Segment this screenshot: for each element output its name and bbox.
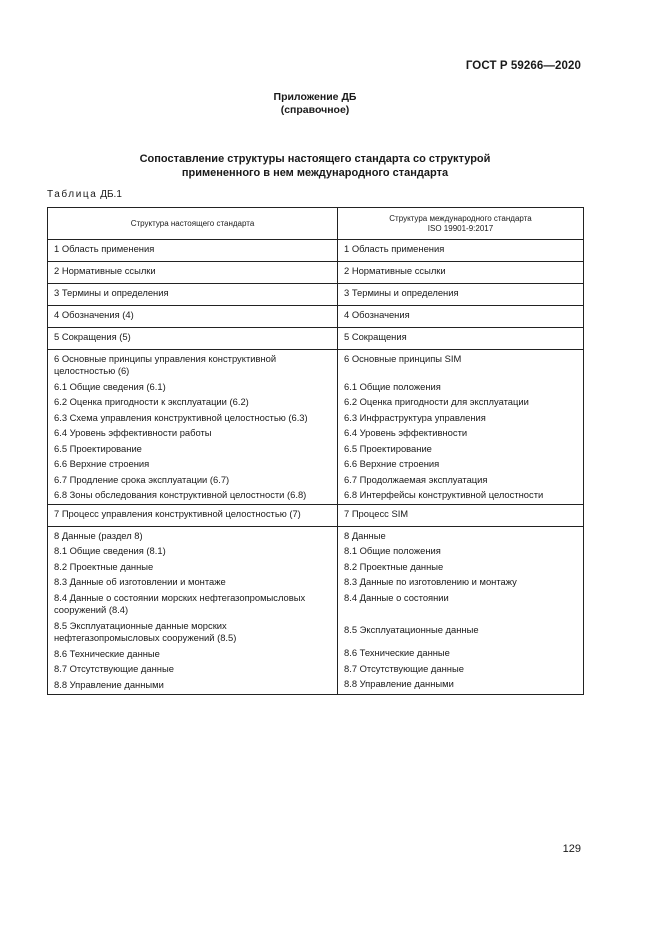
list-item: 6.1 Общие положения — [344, 380, 441, 392]
section-title-line-1: Сопоставление структуры настоящего стандарта со структурой — [139, 153, 491, 165]
table-row — [48, 505, 584, 527]
annex-title: Приложение ДБ — [273, 91, 357, 103]
row-2-right: 2 Нормативные ссылки — [338, 262, 584, 284]
annex-subtitle: (справочное) — [280, 104, 350, 116]
section-6-left — [48, 350, 338, 505]
section-title — [0, 152, 630, 180]
document-code: ГОСТ Р 59266—2020 — [465, 60, 581, 72]
list-item: 8 Данные — [344, 529, 386, 541]
list-item: 6.6 Верхние строения — [344, 458, 440, 469]
list-item: 6.5 Проектирование — [344, 442, 432, 454]
list-item: 8.8 Управление данными — [54, 678, 164, 690]
header-national-standard: Структура настоящего стандарта — [48, 208, 338, 240]
list-item: 8.6 Технические данные — [344, 647, 450, 658]
table-row — [48, 306, 584, 328]
list-item: 8.4 Данные о состоянии морских нефтегазопромысловых сооружений (8.4) — [54, 591, 306, 615]
table-caption — [47, 189, 122, 200]
list-item: 8.3 Данные об изготовлении и монтаже — [54, 576, 226, 587]
list-item: 8.7 Отсутствующие данные — [344, 662, 464, 674]
list-item: 8.5 Эксплуатационные данные морских нефтегазопромысловых сооружений (8.5) — [54, 619, 237, 643]
list-item: 6.4 Уровень эффективности работы — [54, 427, 212, 438]
page-number: 129 — [562, 843, 581, 855]
table-row — [48, 240, 584, 262]
header-international-line-1: Структура международного стандарта — [389, 213, 532, 223]
list-item: 6.4 Уровень эффективности — [344, 427, 468, 438]
table-caption-word: Таблица — [47, 189, 98, 200]
header-international-standard — [338, 208, 584, 240]
row-3-right: 3 Термины и определения — [338, 284, 584, 306]
list-item: 8.1 Общие положения — [344, 545, 441, 556]
section-8-left — [48, 527, 338, 695]
list-item: 6.6 Верхние строения — [54, 458, 150, 469]
table-header-row — [48, 208, 584, 240]
list-item: 6.5 Проектирование — [54, 442, 142, 454]
row-7-right: 7 Процесс SIM — [338, 505, 584, 527]
list-item: 8.2 Проектные данные — [54, 560, 154, 572]
list-item: 8 Данные (раздел 8) — [54, 529, 143, 541]
row-1-right: 1 Область применения — [338, 240, 584, 262]
list-item: 8.4 Данные о состоянии — [344, 591, 449, 603]
list-item: 6.8 Интерфейсы конструктивной целостности — [344, 489, 544, 500]
table-row-section-8 — [48, 527, 584, 695]
list-item: 8.1 Общие сведения (8.1) — [54, 545, 166, 556]
section-6-right — [338, 350, 584, 505]
table-caption-number: ДБ.1 — [100, 189, 122, 200]
table-row — [48, 284, 584, 306]
list-item: 8.6 Технические данные — [54, 647, 160, 659]
row-4-left: 4 Обозначения (4) — [48, 306, 338, 328]
section-title-line-2: примененного в нем международного стандарта — [181, 167, 449, 179]
row-3-left: 3 Термины и определения — [48, 284, 338, 306]
section-8-right — [338, 527, 584, 695]
table-row — [48, 262, 584, 284]
list-item: 6.1 Общие сведения (6.1) — [54, 380, 166, 392]
row-1-left: 1 Область применения — [48, 240, 338, 262]
list-item: 8.8 Управление данными — [344, 678, 454, 689]
list-item: 6.7 Продление срока эксплуатации (6.7) — [54, 473, 230, 485]
list-item: 8.3 Данные по изготовлению и монтажу — [344, 576, 517, 587]
row-4-right: 4 Обозначения — [338, 306, 584, 328]
row-5-right: 5 Сокращения — [338, 328, 584, 350]
list-item: 8.2 Проектные данные — [344, 560, 444, 572]
list-item: 6.2 Оценка пригодности к эксплуатации (6.2) — [54, 396, 249, 407]
list-item: 6 Основные принципы SIM — [344, 352, 462, 364]
row-2-left: 2 Нормативные ссылки — [48, 262, 338, 284]
table-row — [48, 328, 584, 350]
list-item: 6.3 Схема управления конструктивной целостностью (6.3) — [54, 411, 308, 423]
row-7-left: 7 Процесс управления конструктивной целостностью (7) — [48, 505, 338, 527]
header-international-line-2: ISO 19901-9:2017 — [427, 223, 494, 233]
list-item: 6.7 Продолжаемая эксплуатация — [344, 473, 488, 485]
table-row-section-6 — [48, 350, 584, 505]
comparison-table — [47, 207, 584, 695]
row-5-left: 5 Сокращения (5) — [48, 328, 338, 350]
list-item: 6.2 Оценка пригодности для эксплуатации — [344, 396, 529, 407]
list-item: 6 Основные принципы управления конструктивной целостностью (6) — [54, 352, 277, 376]
annex-heading — [0, 91, 630, 117]
list-item: 8.5 Эксплуатационные данные — [344, 624, 479, 635]
list-item: 6.8 Зоны обследования конструктивной целостности (6.8) — [54, 489, 307, 500]
list-item: 6.3 Инфраструктура управления — [344, 411, 486, 423]
list-item: 8.7 Отсутствующие данные — [54, 663, 174, 674]
